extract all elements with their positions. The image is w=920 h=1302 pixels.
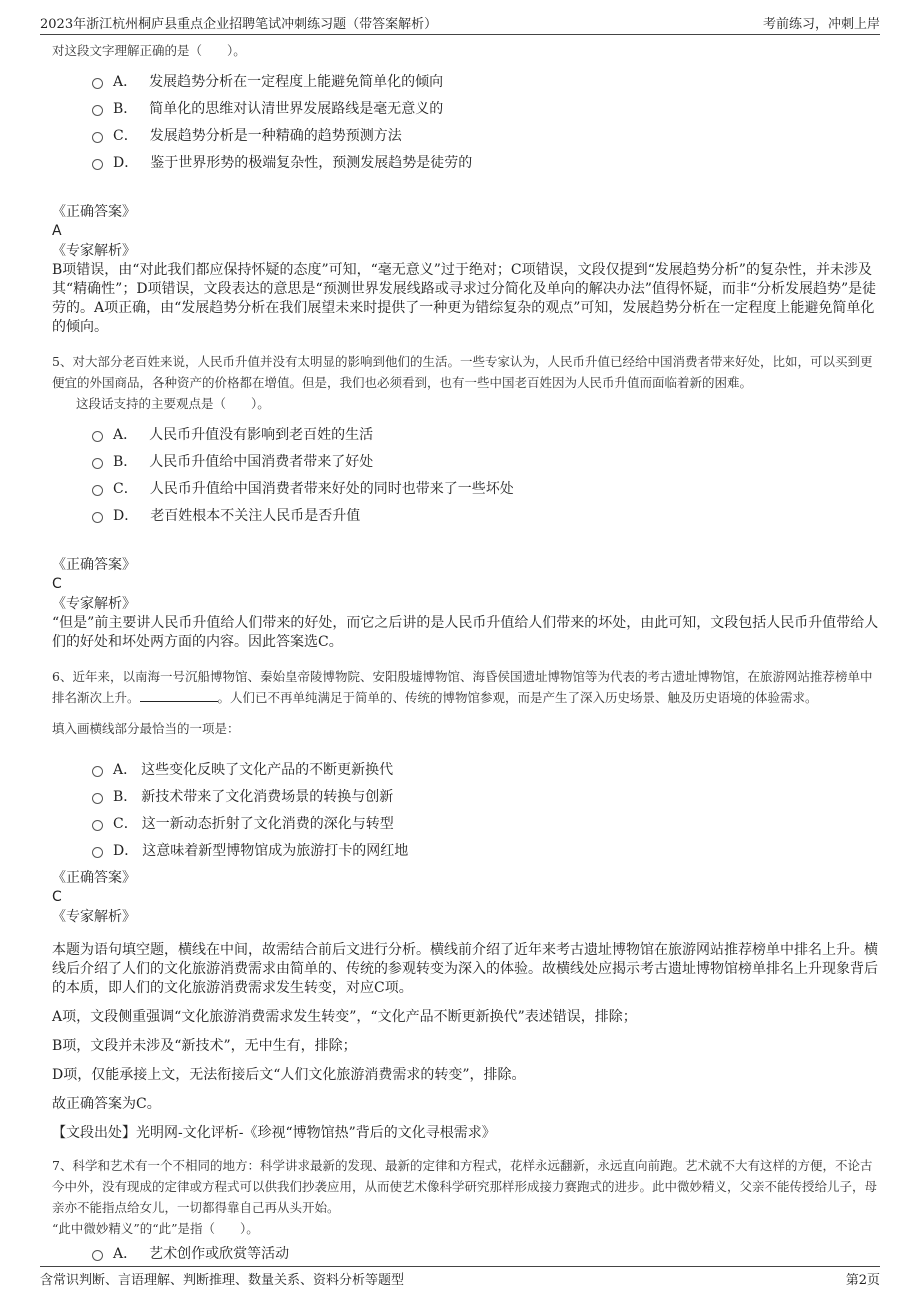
q6-explanation-para-2: A项，文段侧重强调“文化旅游消费需求发生转变”，“文化产品不断更新换代”表述错误，排除； (52, 1009, 637, 1025)
q5-answer-heading: 《正确答案》 (52, 557, 136, 573)
q5-question: 这段话支持的主要观点是（ ）。 (76, 396, 270, 411)
page-content (52, 40, 880, 1266)
q7-options (92, 1239, 880, 1266)
radio-icon[interactable] (92, 1250, 103, 1261)
q6-option-d[interactable]: D． 这意味着新型博物馆成为旅游打卡的网红地 (92, 836, 880, 863)
q4-answer-heading: 《正确答案》 (52, 204, 136, 220)
q5-option-d[interactable]: D． 老百姓根本不关注人民币是否升值 (92, 501, 880, 528)
q6-options (92, 755, 880, 863)
q7-question: “此中微妙精义”的“此”是指（ ）。 (52, 1221, 259, 1236)
radio-icon[interactable] (92, 847, 103, 858)
q6-explanation-para-5: 故正确答案为C。 (52, 1096, 161, 1112)
q7-stem: 7、科学和艺术有一个不相同的地方：科学讲求最新的发现、最新的定律和方程式，花样永远翻新，永远直向前跑。艺术就不大有这样的方便，不论古今中外，没有现成的定律或方程式可以供我们抄袭应用，从而使艺术像科学研究那样形成接力赛跑式的进步。此中微妙精义，父亲不能传授给儿子，母亲亦不能指点给女儿，一切都得靠自己再从头开始。 (52, 1158, 878, 1215)
radio-icon[interactable] (92, 159, 103, 170)
radio-icon[interactable] (92, 431, 103, 442)
q4-answer: A (52, 223, 62, 239)
radio-icon[interactable] (92, 793, 103, 804)
q5-stem: 5、对大部分老百姓来说，人民币升值并没有太明显的影响到他们的生活。一些专家认为，人民币升值已经给中国消费者带来好处，比如，可以买到更便宜的外国商品，各种资产的价格都在增值。但是，我们也必须看到，也有一些中国老百姓因为人民币升值而面临着新的困难。 (52, 354, 873, 390)
q5-option-c[interactable]: C． 人民币升值给中国消费者带来好处的同时也带来了一些坏处 (92, 474, 880, 501)
q5-answer: C (52, 576, 62, 592)
page-footer (40, 1266, 880, 1289)
radio-icon[interactable] (92, 512, 103, 523)
q6-answer: C (52, 889, 62, 905)
q4-option-b[interactable]: B． 简单化的思维对认清世界发展路线是毫无意义的 (92, 94, 880, 121)
q6-option-b[interactable]: B． 新技术带来了文化消费场景的转换与创新 (92, 782, 880, 809)
q6-option-c[interactable]: C． 这一新动态折射了文化消费的深化与转型 (92, 809, 880, 836)
page-header (40, 10, 880, 35)
q6-explanation-heading: 《专家解析》 (52, 909, 136, 925)
radio-icon[interactable] (92, 485, 103, 496)
header-slogan: 考前练习，冲刺上岸 (762, 17, 880, 32)
radio-icon[interactable] (92, 820, 103, 831)
doc-title: 2023年浙江杭州桐庐县重点企业招聘笔试冲刺练习题（带答案解析） (40, 17, 438, 32)
q6-explanation-para-4: D项，仅能承接上文，无法衔接后文“人们文化旅游消费需求的转变”，排除。 (52, 1067, 526, 1083)
q6-stem: 6、近年来，以南海一号沉船博物馆、秦始皇帝陵博物院、安阳殷墟博物馆、海昏侯国遗址博物馆等为代表的考古遗址博物馆，在旅游网站推荐榜单中排名渐次上升。 。人们已不再单纯满足于简单的、传统的博物馆参观，而是产生了深入历史场景、触及历史语境的体验需求。 (52, 669, 873, 705)
q6-option-a[interactable]: A． 这些变化反映了文化产品的不断更新换代 (92, 755, 880, 782)
q4-option-c[interactable]: C． 发展趋势分析是一种精确的趋势预测方法 (92, 121, 880, 148)
radio-icon[interactable] (92, 766, 103, 777)
q5-explanation-heading: 《专家解析》 (52, 596, 136, 612)
q6-answer-heading: 《正确答案》 (52, 870, 136, 886)
radio-icon[interactable] (92, 132, 103, 143)
radio-icon[interactable] (92, 78, 103, 89)
footer-description: 含常识判断、言语理解、判断推理、数量关系、资料分析等题型 (40, 1272, 405, 1288)
q6-explanation-para-3: B项，文段并未涉及“新技术”，无中生有，排除； (52, 1038, 357, 1054)
q4-option-a[interactable]: A． 发展趋势分析在一定程度上能避免简单化的倾向 (92, 67, 880, 94)
q5-explanation: “但是”前主要讲人民币升值给人们带来的好处，而它之后讲的是人民币升值给人们带来的坏处，由此可知，文段包括人民币升值带给人们的好处和坏处两方面的内容。因此答案选C。 (52, 615, 879, 650)
radio-icon[interactable] (92, 458, 103, 469)
q4-option-d[interactable]: D． 鉴于世界形势的极端复杂性，预测发展趋势是徒劳的 (92, 148, 880, 175)
q4-explanation: B项错误，由“对此我们都应保持怀疑的态度”可知，“毫无意义”过于绝对；C项错误，文段仅提到“发展趋势分析”的复杂性，并未涉及其“精确性”；D项错误，文段表达的意思是“预测世界发展线路或寻求过分简化及单向的解决办法”值得怀疑，而非“分析发展趋势”是徒劳的。A项正确，由“发展趋势分析在我们展望未来时提供了一种更为错综复杂的观点”可知，发展趋势分析在一定程度上能避免简单化的倾向。 (52, 262, 877, 335)
q5-options (92, 420, 880, 528)
fill-blank-line (140, 689, 218, 702)
radio-icon[interactable] (92, 105, 103, 116)
q5-option-b[interactable]: B． 人民币升值给中国消费者带来了好处 (92, 447, 880, 474)
page-number: 第2页 (845, 1272, 880, 1288)
q5-option-a[interactable]: A． 人民币升值没有影响到老百姓的生活 (92, 420, 880, 447)
q4-explanation-heading: 《专家解析》 (52, 243, 136, 259)
q6-explanation-para-1: 本题为语句填空题，横线在中间，故需结合前后文进行分析。横线前介绍了近年来考古遗址博物馆在旅游网站推荐榜单中排名上升。横线后介绍了人们的文化旅游消费需求由简单的、传统的参观转变为深入的体验。故横线处应揭示考古遗址博物馆榜单排名上升现象背后的本质，即人们的文化旅游消费需求发生转变，对应C项。 (52, 942, 878, 996)
q4-stem-tail: 对这段文字理解正确的是（ ）。 (52, 43, 246, 58)
q6-question: 填入画横线部分最恰当的一项是： (52, 721, 240, 736)
q7-option-a[interactable]: A． 艺术创作或欣赏等活动 (92, 1239, 880, 1266)
q6-source: 【文段出处】光明网-文化评析-《珍视“博物馆热”背后的文化寻根需求》 (52, 1125, 496, 1141)
q4-options (92, 67, 880, 175)
